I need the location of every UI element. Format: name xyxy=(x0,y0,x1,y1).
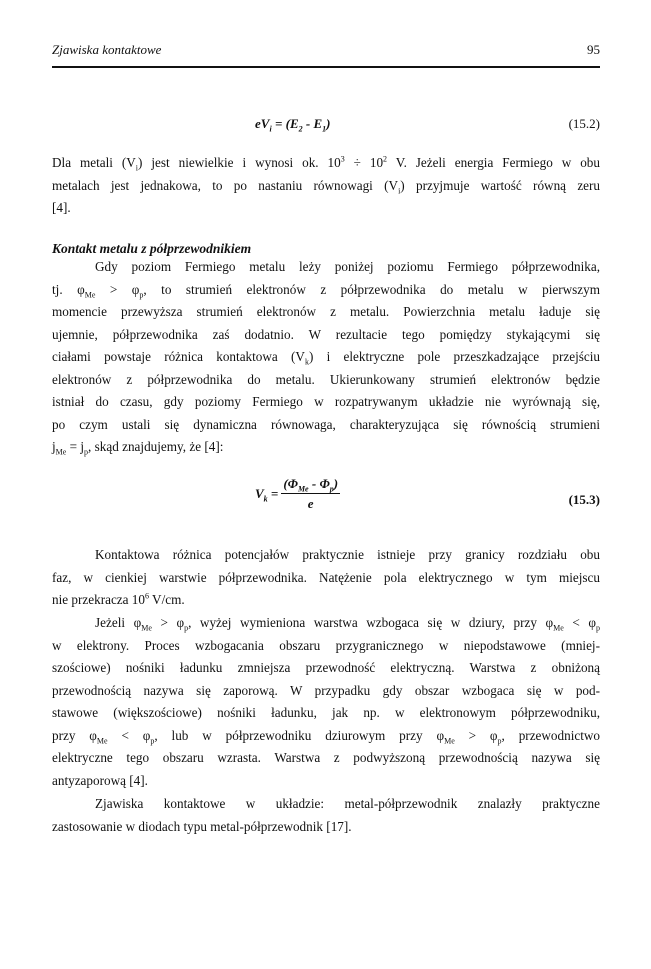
text-line xyxy=(52,279,600,302)
section-heading: Kontakt metalu z półprzewodnikiem xyxy=(52,241,252,256)
subscript: k xyxy=(304,357,309,367)
subscript: i xyxy=(135,163,139,173)
subscript: p xyxy=(139,290,144,300)
text-run: ciałami powstaje różnica kontaktowa (V xyxy=(52,349,305,364)
equation-number: (15.3) xyxy=(568,492,600,507)
text-run: < φ xyxy=(563,615,596,630)
equation-formula xyxy=(255,116,330,132)
eq-sub: k xyxy=(263,494,268,504)
text-line xyxy=(52,680,600,703)
fraction-denominator: e xyxy=(307,496,314,511)
text-run: = j xyxy=(66,439,85,454)
subscript: Me xyxy=(553,623,564,633)
text-run: < φ xyxy=(107,727,151,743)
text-run: , wyżej wymieniona warstwa wzbogaca się w dziury, przy φ xyxy=(188,615,554,630)
text-run: w elektrony. Proces wzbogacania obszaru przygranicznego w niepodstawowe (mniej- xyxy=(52,637,600,653)
subscript: p xyxy=(184,623,189,633)
text-run: momencie przewyższa strumień elektronów z metalu. Powierzchnia metalu ładuje się xyxy=(52,304,600,319)
text-run: faz, w cienkiej warstwie półprzewodnika. Natężenie pola elektrycznego w tym miejscu xyxy=(52,569,600,585)
text-run: antyzaporową [4]. xyxy=(52,772,148,788)
subscript: p xyxy=(497,736,502,746)
text-line xyxy=(52,725,600,748)
eq-term: V xyxy=(255,485,264,501)
text-run: > φ xyxy=(454,727,498,743)
text-run: tj. φ xyxy=(52,281,85,297)
text-line xyxy=(52,391,600,414)
paragraph xyxy=(52,256,600,459)
text-run: j xyxy=(52,439,56,454)
text-run: przewodnością nazywa się zaporową. W przypadku gdy obszar wzbogaca się w pod- xyxy=(52,682,600,698)
subscript: i xyxy=(398,186,401,196)
text-run: , lub w półprzewodniku dziurowym przy φ xyxy=(154,727,445,743)
text-run: elektronów z półprzewodnika do metalu. Ukierunkowany strumień elektronów będzie xyxy=(52,371,600,387)
superscript: 3 xyxy=(340,154,345,164)
running-header xyxy=(52,42,600,62)
text-line xyxy=(52,612,600,635)
text-run: Gdy poziom Fermiego metalu leży poniżej poziomu Fermiego półprzewodnika, xyxy=(95,259,600,274)
eq-term: eV xyxy=(255,116,270,131)
text-line xyxy=(52,414,600,437)
subscript: p xyxy=(84,447,89,457)
eq-sub: 1 xyxy=(322,124,327,134)
subscript: Me xyxy=(84,290,96,300)
subscript: p xyxy=(150,736,155,746)
text-line xyxy=(52,197,600,220)
eq-term: = xyxy=(267,485,279,501)
text-run: V/cm. xyxy=(148,592,185,607)
paragraph xyxy=(52,152,600,220)
text-run: po czym ustali się dynamiczna równowaga, charakteryzująca się równością strumieni xyxy=(52,416,600,432)
eq-term: (Φ xyxy=(283,476,298,491)
text-run: Dla metali (V xyxy=(52,155,136,170)
subscript: Me xyxy=(141,623,152,633)
text-run: nie przekracza 10 xyxy=(52,592,145,607)
text-line xyxy=(52,436,600,459)
eq-sub: p xyxy=(329,484,334,494)
text-run: Jeżeli φ xyxy=(95,615,142,630)
text-line xyxy=(52,175,600,198)
text-line xyxy=(52,635,600,658)
text-run: > φ xyxy=(95,281,140,297)
subscript: Me xyxy=(55,447,67,457)
text-run: Zjawiska kontaktowe w układzie: metal-półprzewodnik znalazły praktyczne xyxy=(95,796,600,811)
text-run: V. Jeżeli energia Fermiego w obu xyxy=(387,155,600,170)
eq-sub: Me xyxy=(297,484,309,494)
eq-term: - Φ xyxy=(308,476,330,491)
paragraph xyxy=(52,612,600,792)
text-run: ÷ 10 xyxy=(344,155,384,170)
subscript: Me xyxy=(96,736,108,746)
text-line xyxy=(52,702,600,725)
text-run: ujemnie, półprzewodnika zaś dodatnio. W rezultacie tego pomiędzy stykającymi się xyxy=(52,326,600,342)
text-run: elektryczne tego obszaru wzrasta. Warstwa z podwyższoną przewodnością nazywa się xyxy=(52,750,600,765)
text-run: szościowe) nośniki ładunku zmniejsza przewodność elektryczną. Warstwa z obniżoną xyxy=(52,660,600,675)
paragraph xyxy=(52,793,600,838)
text-line xyxy=(52,816,600,839)
superscript: 2 xyxy=(383,154,388,164)
text-run: metalach jest jednakowa, to po nastaniu równowagi (V xyxy=(52,177,399,193)
text-line xyxy=(52,589,600,612)
text-run: zastosowanie w diodach typu metal-półprzewodnik [17]. xyxy=(52,818,352,834)
text-run: przy φ xyxy=(52,727,97,743)
text-run: ) przyjmuje wartość równą zeru xyxy=(400,177,601,193)
eq-sub: 2 xyxy=(298,124,303,134)
text-run: Kontaktowa różnica potencjałów praktycznie istnieje przy granicy rozdziału obu xyxy=(95,547,600,562)
text-line xyxy=(52,256,600,279)
eq-term: E xyxy=(313,116,323,131)
text-line xyxy=(52,793,600,816)
text-line xyxy=(52,369,600,392)
text-run: istniał do czasu, gdy poziomy Fermiego w rozpatrywanym układzie nie wyrównają się, xyxy=(52,394,600,409)
paragraph xyxy=(52,544,600,612)
equation-15-3 xyxy=(52,492,600,510)
text-line xyxy=(52,301,600,324)
text-run: ) jest niewielkie i wynosi ok. 10 xyxy=(138,155,341,170)
equation-15-2 xyxy=(52,116,600,134)
text-run: [4]. xyxy=(52,200,71,215)
text-line xyxy=(52,152,600,175)
eq-term: = ( xyxy=(271,116,290,131)
text-line xyxy=(52,567,600,590)
eq-sub: i xyxy=(269,124,272,134)
text-line xyxy=(52,324,600,347)
header-rule xyxy=(52,66,600,68)
text-run: , skąd znajdujemy, że [4]: xyxy=(88,439,224,454)
text-run: , przewodnictwo xyxy=(501,727,601,743)
text-line xyxy=(52,747,600,770)
text-line xyxy=(52,544,600,567)
equation-number: (15.2) xyxy=(568,116,600,131)
text-line xyxy=(52,770,600,793)
eq-term: ) xyxy=(333,476,339,491)
text-line xyxy=(52,346,600,369)
eq-term: - xyxy=(302,116,314,131)
chapter-title: Zjawiska kontaktowe xyxy=(52,42,162,57)
eq-term: E xyxy=(289,116,299,131)
text-run: , to strumień elektronów z półprzewodnika do metalu w pierwszym xyxy=(143,281,600,297)
subscript: p xyxy=(595,623,600,633)
text-run: ) i elektryczne pole przeszkadzające przejściu xyxy=(308,349,600,364)
eq-term: ) xyxy=(326,116,331,131)
text-run: stawowe (większościowe) nośniki ładunku, jak np. w elektronowym półprzewodniku, xyxy=(52,705,600,720)
superscript: 6 xyxy=(144,591,149,601)
page-number: 95 xyxy=(587,42,600,57)
text-line xyxy=(52,657,600,680)
text-run: > φ xyxy=(151,615,185,630)
subscript: Me xyxy=(444,736,455,746)
